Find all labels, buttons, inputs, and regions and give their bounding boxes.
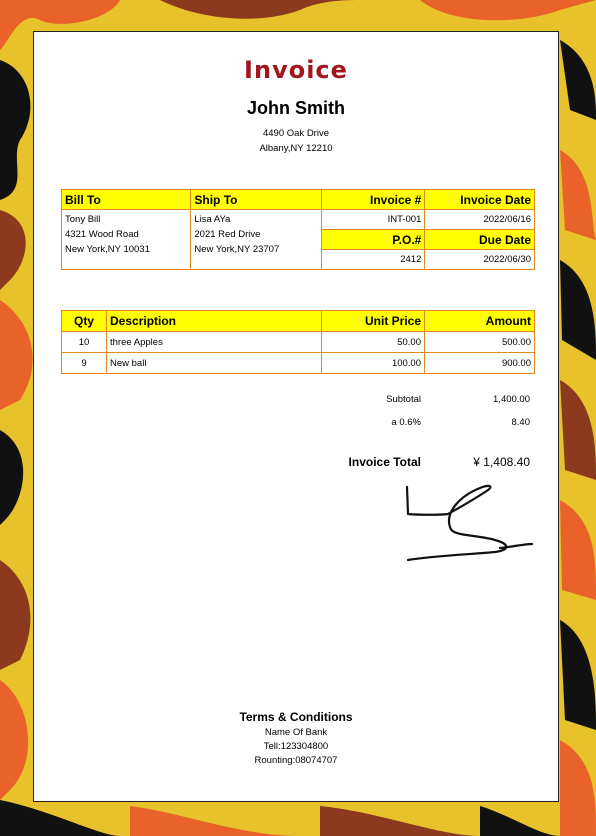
bill-to-street: 4321 Wood Road <box>65 229 139 240</box>
item-description: three Apples <box>107 332 322 353</box>
company-address-line1: 4490 Oak Drive <box>262 128 329 139</box>
ship-to-name: Lisa AYa <box>194 214 231 225</box>
invoice-number-value: INT-001 <box>321 210 425 230</box>
company-name: John Smith <box>247 98 345 118</box>
invoice-total-label: Invoice Total <box>348 455 421 469</box>
po-header: P.O.# <box>321 230 425 250</box>
item-description: New ball <box>107 353 322 374</box>
invoice-title: Invoice <box>244 56 348 84</box>
item-unit-price: 50.00 <box>322 332 425 353</box>
subtotal-label: Subtotal <box>386 394 421 405</box>
item-amount: 900.00 <box>425 353 535 374</box>
ship-to-street: 2021 Red Drive <box>194 229 261 240</box>
line-items-table <box>61 310 535 374</box>
table-row <box>62 353 535 374</box>
bill-to-header: Bill To <box>62 190 191 210</box>
invoice-date-value: 2022/06/16 <box>425 210 535 230</box>
subtotal-value: 1,400.00 <box>493 394 530 405</box>
bill-to-city: New York,NY 10031 <box>65 244 150 255</box>
description-header: Description <box>107 311 322 332</box>
tax-value: 8.40 <box>511 417 530 428</box>
company-address-line2: Albany,NY 12210 <box>259 143 333 154</box>
invoice-total-value: ¥ 1,408.40 <box>473 455 530 469</box>
po-value: 2412 <box>321 250 425 270</box>
invoice-page <box>33 31 559 802</box>
item-amount: 500.00 <box>425 332 535 353</box>
unit-price-header: Unit Price <box>322 311 425 332</box>
item-unit-price: 100.00 <box>322 353 425 374</box>
bill-to-name: Tony Bill <box>65 214 101 225</box>
bill-to-cell <box>62 210 191 270</box>
qty-header: Qty <box>62 311 107 332</box>
bank-name: Name Of Bank <box>264 727 328 738</box>
ship-to-header: Ship To <box>191 190 321 210</box>
bank-tel: Tell:123304800 <box>263 741 329 752</box>
terms-heading: Terms & Conditions <box>239 710 353 724</box>
due-date-value: 2022/06/30 <box>425 250 535 270</box>
billing-info-table <box>61 189 535 270</box>
ship-to-cell <box>191 210 321 270</box>
tax-label: a 0.6% <box>391 417 421 428</box>
ship-to-city: New York,NY 23707 <box>194 244 280 255</box>
amount-header: Amount <box>425 311 535 332</box>
signature-scribble-icon <box>400 482 540 567</box>
bank-routing: Rounting:08074707 <box>254 755 338 766</box>
invoice-date-header: Invoice Date <box>425 190 535 210</box>
item-qty: 9 <box>62 353 107 374</box>
due-date-header: Due Date <box>425 230 535 250</box>
item-qty: 10 <box>62 332 107 353</box>
invoice-number-header: Invoice # <box>321 190 425 210</box>
table-row <box>62 332 535 353</box>
